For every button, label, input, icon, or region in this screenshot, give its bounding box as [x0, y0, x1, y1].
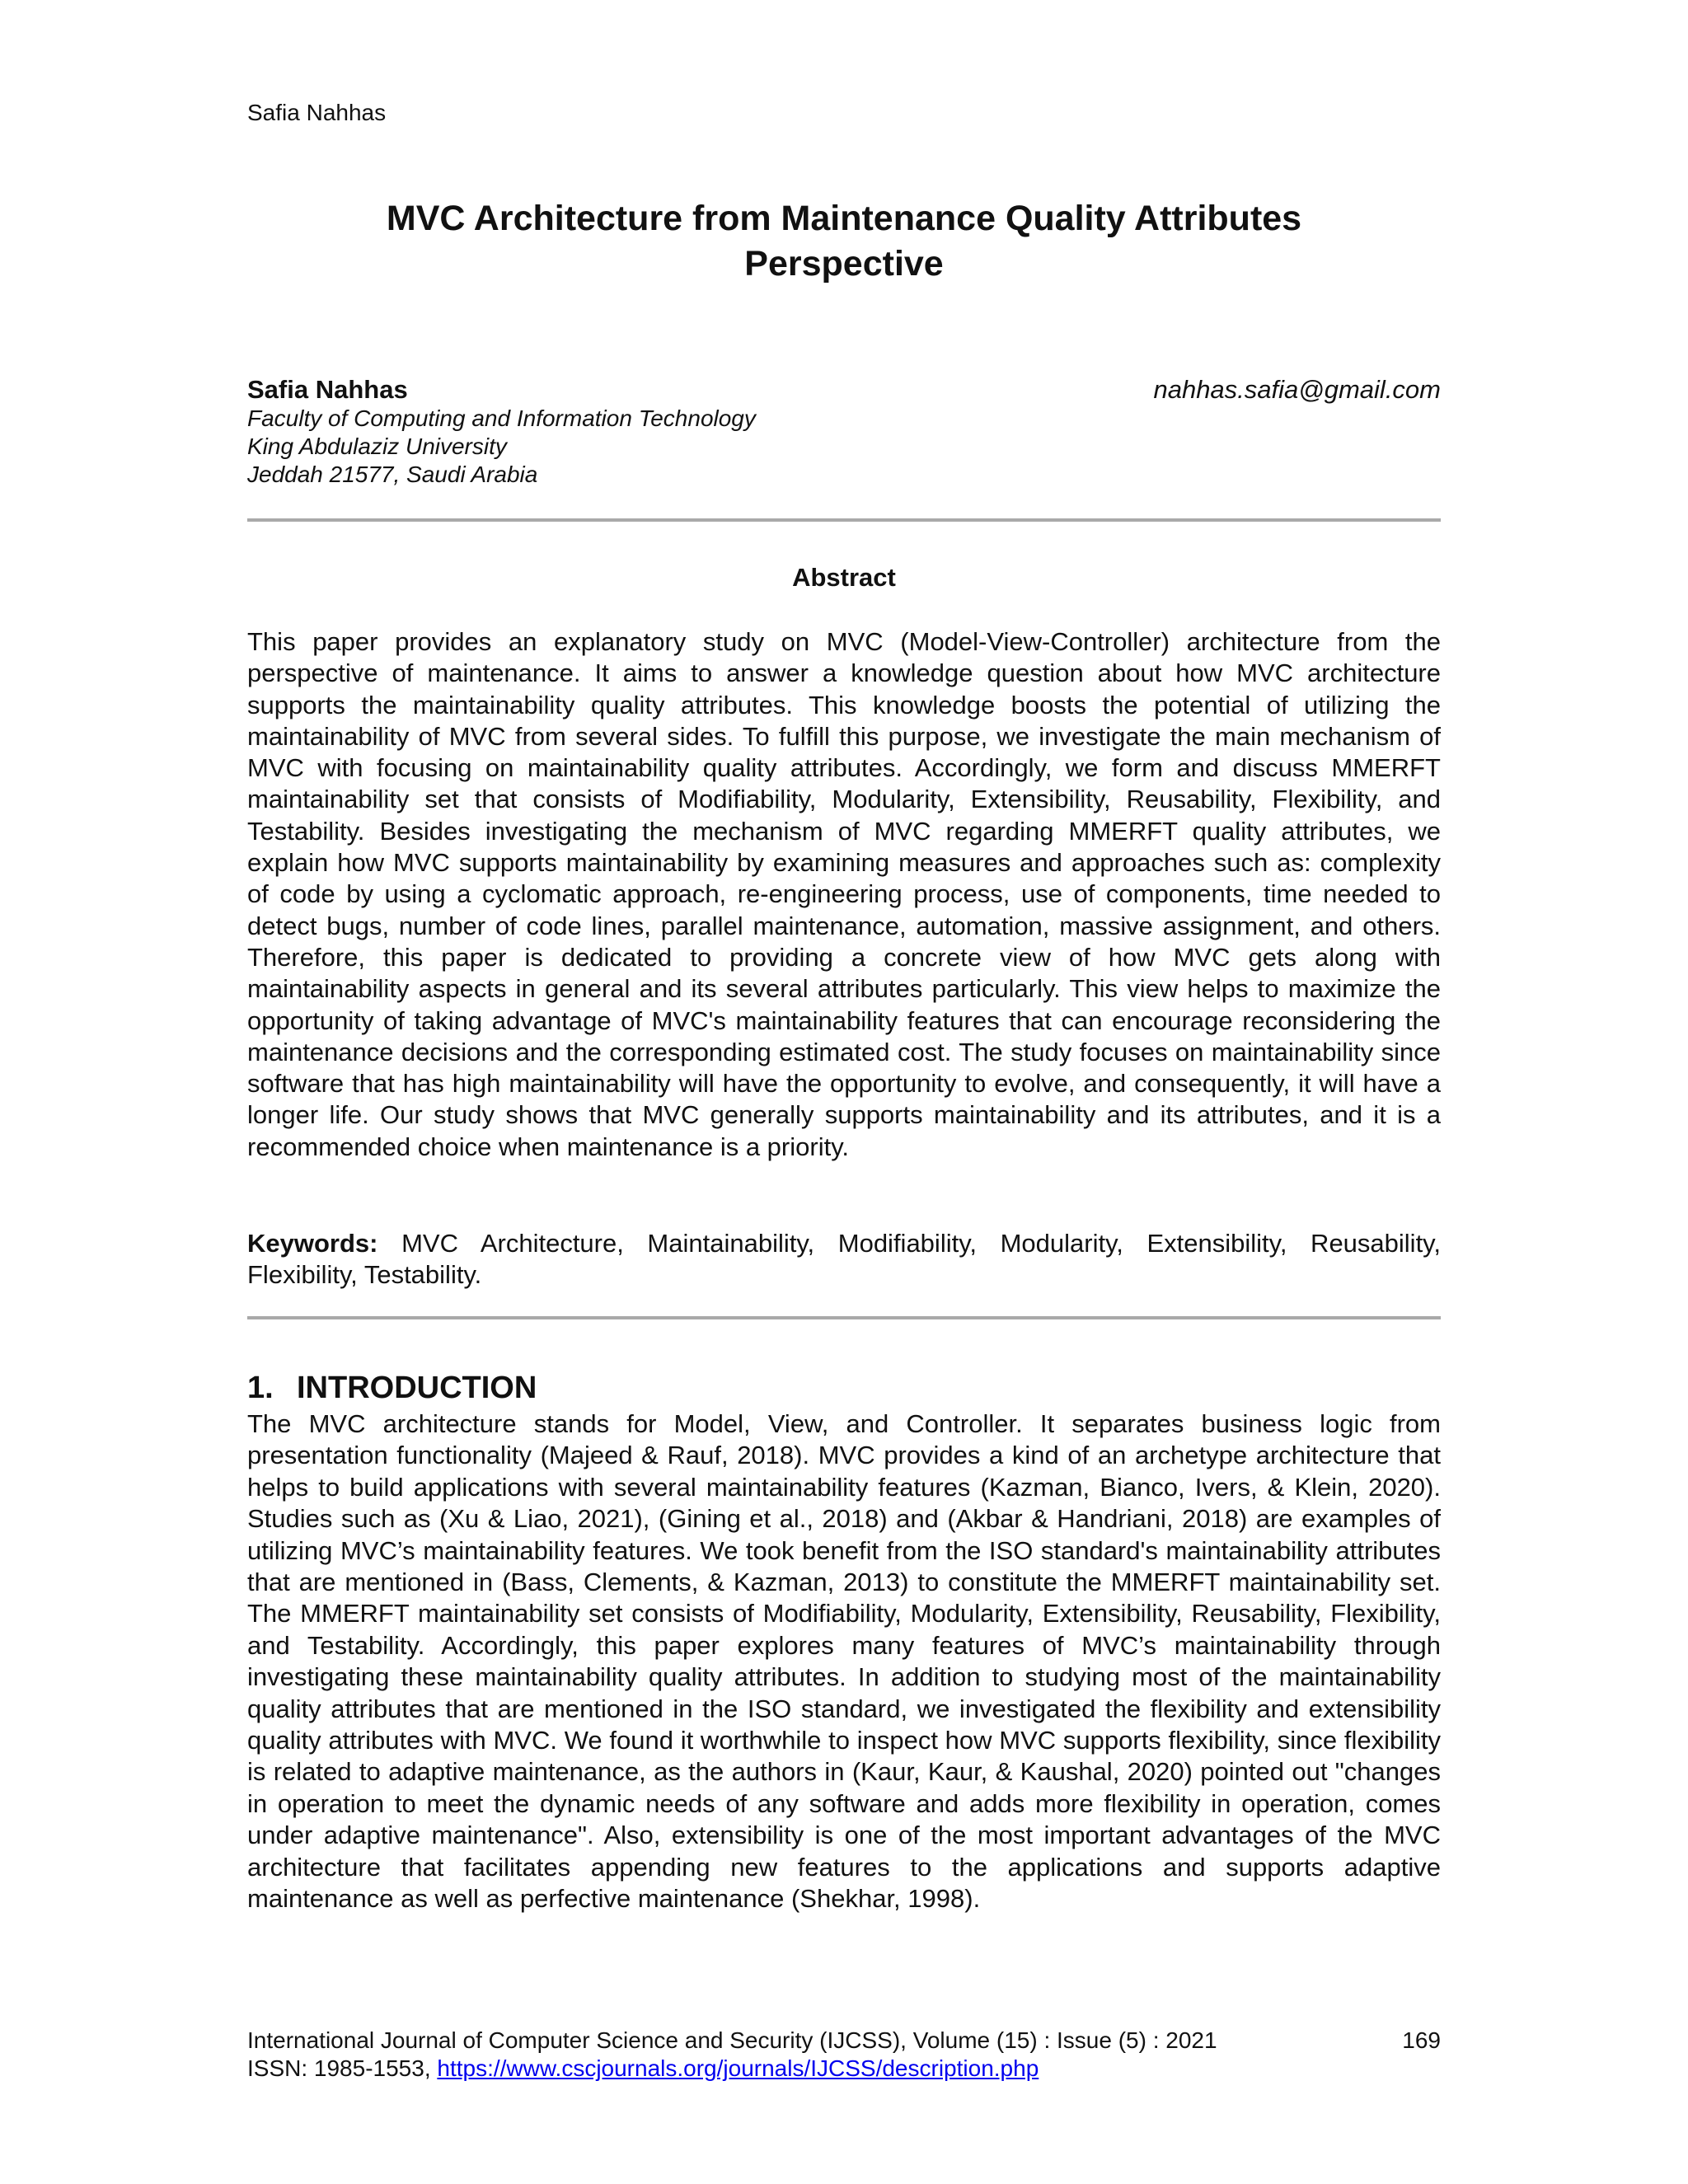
- keywords-text: MVC Architecture, Maintainability, Modifiability, Modularity, Extensibility, Reusability, Flexibility, Testability.: [247, 1229, 1441, 1290]
- footer-issn-line: [247, 2055, 1441, 2083]
- footer-journal: International Journal of Computer Science and Security (IJCSS), Volume (15) : Issue (5) : 2021: [247, 2027, 1217, 2053]
- author-email: nahhas.safia@gmail.com: [1153, 375, 1441, 404]
- journal-link[interactable]: https://www.cscjournals.org/journals/IJCSS/description.php: [437, 2055, 1039, 2081]
- section-heading-introduction: [247, 1370, 537, 1406]
- running-head: Safia Nahhas: [247, 100, 387, 125]
- title-line-2: Perspective: [744, 244, 944, 284]
- divider: [247, 518, 1441, 522]
- footer-journal-line: [247, 2027, 1441, 2055]
- affiliation-line: King Abdulaziz University: [247, 434, 507, 459]
- abstract-heading: Abstract: [792, 563, 896, 592]
- author-name: Safia Nahhas: [247, 375, 408, 404]
- section-number: 1.: [247, 1371, 274, 1405]
- title-line-1: MVC Architecture from Maintenance Quality Attributes: [386, 199, 1302, 238]
- divider: [247, 1316, 1441, 1319]
- keywords-label: Keywords:: [247, 1229, 378, 1258]
- abstract-text: This paper provides an explanatory study on MVC (Model-View-Controller) architecture from the perspective of maintenance. It aims to answer a knowledge question about how MVC architecture supports the maintainability quality attributes. This knowledge boosts the potential of utilizing the maintainability of MVC from several sides. To fulfill this purpose, we investigate the main mechanism of MVC with focusing on maintainability quality attributes. Accordingly, we form and discuss MMERFT maintainability set that consists of Modifiability, Modularity, Extensibility, Reusability, Flexibility, and Testability. Besides investigating the mechanism of MVC regarding MMERFT quality attributes, we explain how MVC supports maintainability by examining measures and approaches such as: complexity of code by using a cyclomatic approach, re-engineering process, use of components, time needed to detect bugs, number of code lines, parallel maintenance, automation, massive assignment, and others. Therefore, this paper is dedicated to providing a concrete view of how MVC gets along with maintainability aspects in general and its several attributes particularly. This view helps to maximize the opportunity of taking advantage of MVC's maintainability features that can encourage reconsidering the maintenance decisions and the corresponding estimated cost. The study focuses on maintainability since software that has high maintainability will have the opportunity to evolve, and consequently, it will have a longer life. Our study shows that MVC generally supports maintainability and its attributes, and it is a recommended choice when maintenance is a priority.: [247, 627, 1441, 1161]
- introduction-text: The MVC architecture stands for Model, View, and Controller. It separates business logic from presentation functionality (Majeed & Rauf, 2018). MVC provides a kind of an archetype architecture that helps to build applications with several maintainability features (Kazman, Bianco, Ivers, & Klein, 2020). Studies such as (Xu & Liao, 2021), (Gining et al., 2018) and (Akbar & Handriani, 2018) are examples of utilizing MVC’s maintainability features. We took benefit from the ISO standard's maintainability attributes that are mentioned in (Bass, Clements, & Kazman, 2013) to constitute the MMERFT maintainability set. The MMERFT maintainability set consists of Modifiability, Modularity, Extensibility, Reusability, Flexibility, and Testability. Accordingly, this paper explores many features of MVC’s maintainability through investigating these maintainability quality attributes. In addition to studying most of the maintainability quality attributes that are mentioned in the ISO standard, we investigated the flexibility and extensibility quality attributes with MVC. We found it worthwhile to inspect how MVC supports flexibility, since flexibility is related to adaptive maintenance, as the authors in (Kaur, Kaur, & Kaushal, 2020) pointed out "changes in operation to meet the dynamic needs of any software and adds more flexibility in operation, comes under adaptive maintenance". Also, extensibility is one of the most important advantages of the MVC architecture that facilitates appending new features to the applications and supports adaptive maintenance as well as perfective maintenance (Shekhar, 1998).: [247, 1409, 1441, 1914]
- footer-issn: ISSN: 1985-1553,: [247, 2055, 431, 2081]
- paper-title: [247, 196, 1441, 287]
- page-number: 169: [1402, 2027, 1441, 2053]
- page-footer: [247, 2027, 1441, 2083]
- affiliation-line: Faculty of Computing and Information Technology: [247, 405, 756, 431]
- section-title: INTRODUCTION: [297, 1371, 537, 1405]
- author-block: [247, 375, 1441, 489]
- keywords: [247, 1228, 1441, 1291]
- affiliation-line: Jeddah 21577, Saudi Arabia: [247, 462, 538, 487]
